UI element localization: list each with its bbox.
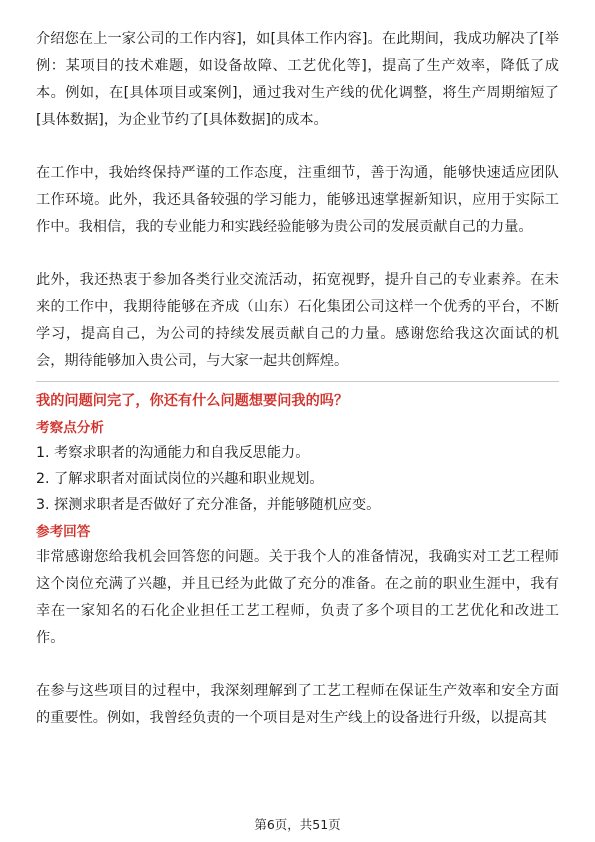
analysis-item: 2. 了解求职者对面试岗位的兴趣和职业规划。: [36, 471, 324, 487]
analysis-item: 1. 考察求职者的沟通能力和自我反思能力。: [36, 445, 310, 461]
analysis-item: 3. 探测求职者是否做好了充分准备，并能够随机应变。: [36, 497, 381, 513]
answer-heading: 参考回答: [36, 524, 91, 540]
body-paragraph: 此外，我还热衷于参加各类行业交流活动，拓宽视野，提升自己的专业素养。在未来的工作中，我期待能够在齐成（山东）石化集团公司这样一个优秀的平台，不断学习，提高自己，为公司的持续发展贡献自己的力量。感谢您给我这次面试的机会，期待能够加入贵公司，与大家一起共创辉煌。: [36, 272, 559, 369]
answer-paragraph: 在参与这些项目的过程中，我深刻理解到了工艺工程师在保证生产效率和安全方面的重要性。例如，我曾经负责的一个项目是对生产线上的设备进行升级，以提高其: [36, 683, 559, 726]
paragraph-gap: [36, 134, 559, 160]
body-paragraph: 介绍您在上一家公司的工作内容]，如[具体工作内容]。在此期间，我成功解决了[举例：某项目的技术难题，如设备故障、工艺优化等]，提高了生产效率，降低了成本。例如，在[具体项目或案例]，通过我对生产线的优化调整，将生产周期缩短了[具体数据]，为企业节约了[具体数据]的成本。: [36, 31, 559, 128]
paragraph-gap: [36, 652, 559, 678]
document-page: [36, 26, 559, 732]
answer-paragraph: 非常感谢您给我机会回答您的问题。关于我个人的准备情况，我确实对工艺工程师这个岗位充满了兴趣，并且已经为此做了充分的准备。在之前的职业生涯中，我有幸在一家知名的石化企业担任工艺工程师，负责了多个项目的工艺优化和改进工作。: [36, 549, 559, 646]
page-number: 第6页，共51页: [254, 817, 341, 832]
paragraph-gap: [36, 241, 559, 267]
section-divider: [36, 381, 559, 382]
question-heading: 我的问题问完了，你还有什么问题想要问我的吗？: [36, 393, 349, 409]
analysis-heading: 考察点分析: [36, 420, 104, 436]
body-paragraph: 在工作中，我始终保持严谨的工作态度，注重细节，善于沟通，能够快速适应团队工作环境。此外，我还具备较强的学习能力，能够迅速掌握新知识，应用于实际工作中。我相信，我的专业能力和实践经验能够为贵公司的发展贡献自己的力量。: [36, 165, 559, 235]
